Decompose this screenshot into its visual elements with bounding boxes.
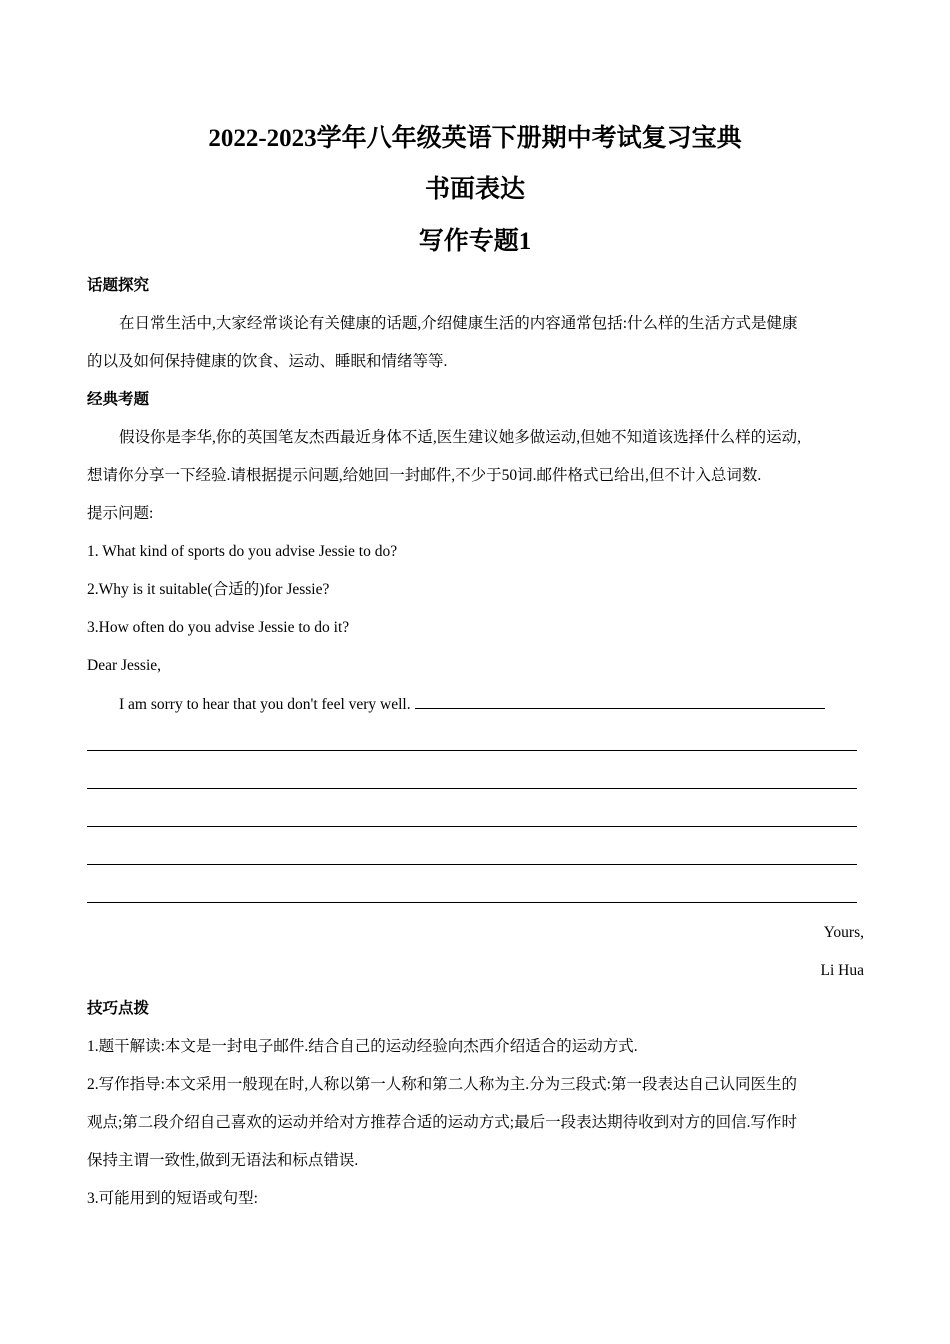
- writing-blank-line-1: [87, 750, 857, 751]
- letter-signature: Li Hua: [820, 962, 864, 979]
- exam-text-line-1: 假设你是李华,你的英国笔友杰西最近身体不适,医生建议她多做运动,但她不知道该选择什么样的运动,: [119, 429, 802, 446]
- prompt-label: 提示问题:: [87, 505, 154, 522]
- tip-3: 3.可能用到的短语或句型:: [87, 1190, 258, 1207]
- writing-blank-inline: [415, 694, 825, 709]
- tip-2-line-1: 2.写作指导:本文采用一般现在时,人称以第一人称和第二人称为主.分为三段式:第一段表达自己认同医生的: [87, 1076, 797, 1093]
- main-title: 2022-2023学年八年级英语下册期中考试复习宝典: [208, 125, 742, 152]
- prompt-question-3: 3.How often do you advise Jessie to do it?: [87, 619, 350, 636]
- writing-blank-line-3: [87, 826, 857, 827]
- writing-blank-line-5: [87, 902, 857, 903]
- letter-opening-line: [119, 694, 825, 715]
- topic-text-line-2: 的以及如何保持健康的饮食、运动、睡眠和情绪等等.: [87, 353, 448, 370]
- tip-2-line-2: 观点;第二段介绍自己喜欢的运动并给对方推荐合适的运动方式;最后一段表达期待收到对方的回信.写作时: [87, 1114, 797, 1131]
- subtitle: 书面表达: [424, 176, 525, 203]
- letter-opening-text: I am sorry to hear that you don't feel very well.: [119, 696, 411, 713]
- letter-closing: Yours,: [823, 924, 864, 941]
- topic-title: 写作专题1: [418, 228, 532, 255]
- writing-blank-line-4: [87, 864, 857, 865]
- section-heading-topic: 话题探究: [87, 277, 150, 294]
- tip-1: 1.题干解读:本文是一封电子邮件.结合自己的运动经验向杰西介绍适合的运动方式.: [87, 1038, 638, 1055]
- letter-greeting: Dear Jessie,: [87, 657, 162, 674]
- writing-blank-line-2: [87, 788, 857, 789]
- tip-2-line-3: 保持主谓一致性,做到无语法和标点错误.: [87, 1152, 359, 1169]
- topic-text-line-1: 在日常生活中,大家经常谈论有关健康的话题,介绍健康生活的内容通常包括:什么样的生活方式是健康: [119, 315, 798, 332]
- prompt-question-2: 2.Why is it suitable(合适的)for Jessie?: [87, 581, 330, 598]
- prompt-question-1: 1. What kind of sports do you advise Jessie to do?: [87, 543, 398, 560]
- exam-text-line-2: 想请你分享一下经验.请根据提示问题,给她回一封邮件,不少于50词.邮件格式已给出,但不计入总词数.: [87, 467, 762, 484]
- section-heading-tips: 技巧点拨: [87, 1000, 150, 1017]
- section-heading-exam: 经典考题: [87, 391, 150, 408]
